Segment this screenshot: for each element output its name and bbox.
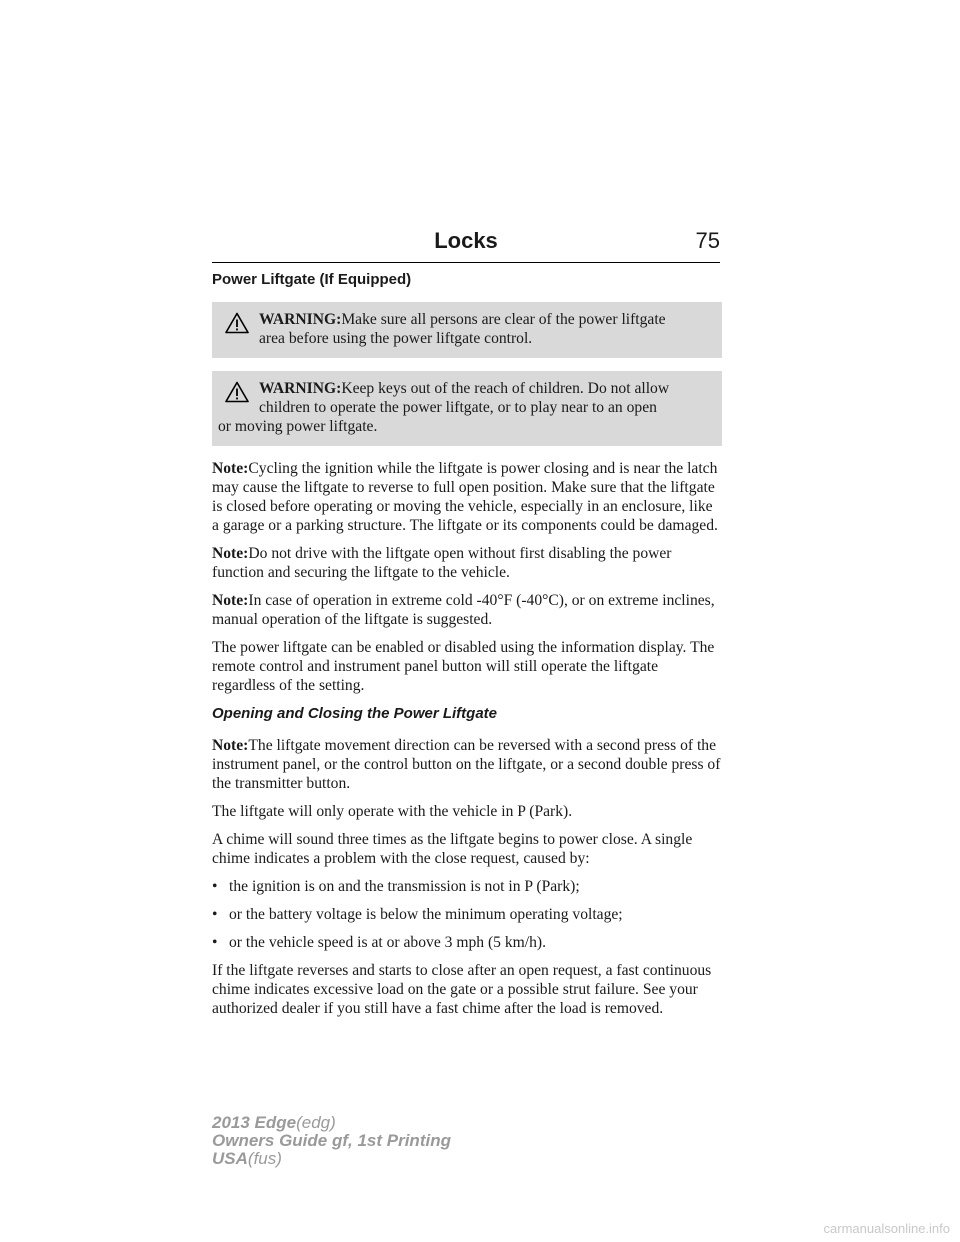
bullet-icon: • [212,906,218,923]
warning-text: Make sure all persons are clear of the power liftgate [341,311,666,328]
bullet-icon: • [212,934,218,951]
page-number: 75 [695,228,720,253]
document-footer [212,1114,451,1168]
warning-box-2 [212,371,722,446]
bullet-item [212,933,722,952]
warning-line [218,310,716,329]
page-header [212,226,720,263]
note-label: Note: [212,545,249,562]
footer-market: USA [212,1149,248,1168]
note-paragraph [212,459,722,535]
note-paragraph [212,544,722,582]
footer-line [212,1114,451,1132]
subsection-heading: Opening and Closing the Power Liftgate [212,705,498,722]
section-heading: Power Liftgate (If Equipped) [212,271,412,288]
warning-line: area before using the power liftgate control. [259,330,533,347]
body-paragraph: A chime will sound three times as the liftgate begins to power close. A single chime indicates a problem with the close request, caused by: [212,831,693,867]
body-paragraph: If the liftgate reverses and starts to close after an open request, a fast continuous chime indicates excessive load on the gate or a possible strut failure. See your authorized dealer if you still have a fast chime after the load is removed. [212,962,712,1017]
page-title: Locks [434,228,498,253]
warning-triangle-icon [225,381,249,403]
note-text: Do not drive with the liftgate open without first disabling the power function and securing the liftgate to the vehicle. [212,545,672,581]
footer-market-code: (fus) [247,1149,282,1168]
bullet-text: the ignition is on and the transmission is not in P (Park); [229,878,580,895]
page-content [212,270,722,1027]
footer-model: 2013 Edge [212,1113,297,1132]
note-text: Cycling the ignition while the liftgate is power closing and is near the latch may cause the liftgate to reverse to full open position. Make sure that the liftgate is closed before operating or moving the vehicle, especially in an enclosure, like a garage or a parking structure. The liftgate or its components could be damaged. [212,460,718,534]
note-paragraph [212,591,722,629]
note-text: The liftgate movement direction can be reversed with a second press of the instrument panel, or the control button on the liftgate, or a second double press of the transmitter button. [212,737,721,792]
footer-edition: Owners Guide gf, 1st Printing [212,1131,451,1150]
warning-line: or moving power liftgate. [218,418,378,435]
warning-label: WARNING: [259,311,342,328]
warning-box-1 [212,302,722,358]
warning-text: Keep keys out of the reach of children. Do not allow [341,380,670,397]
warning-triangle-icon [225,312,249,334]
note-text: In case of operation in extreme cold -40°F (-40°C), or on extreme inclines, manual operation of the liftgate is suggested. [212,592,715,628]
watermark: carmanualsonline.info [823,1221,950,1236]
bullet-text: or the vehicle speed is at or above 3 mph (5 km/h). [229,934,546,951]
warning-label: WARNING: [259,380,342,397]
footer-model-code: (edg) [296,1113,336,1132]
bullet-item [212,905,722,924]
bullet-item [212,877,722,896]
warning-line: children to operate the power liftgate, or to play near to an open [259,399,657,416]
warning-line [218,379,716,398]
note-paragraph [212,736,722,793]
bullet-icon: • [212,878,218,895]
note-label: Note: [212,737,249,754]
note-label: Note: [212,460,249,477]
footer-line [212,1132,451,1150]
body-paragraph: The power liftgate can be enabled or disabled using the information display. The remote control and instrument panel button will still operate the liftgate regardless of the setting. [212,639,715,694]
bullet-text: or the battery voltage is below the minimum operating voltage; [229,906,623,923]
body-paragraph: The liftgate will only operate with the vehicle in P (Park). [212,803,573,820]
note-label: Note: [212,592,249,609]
footer-line [212,1150,451,1168]
